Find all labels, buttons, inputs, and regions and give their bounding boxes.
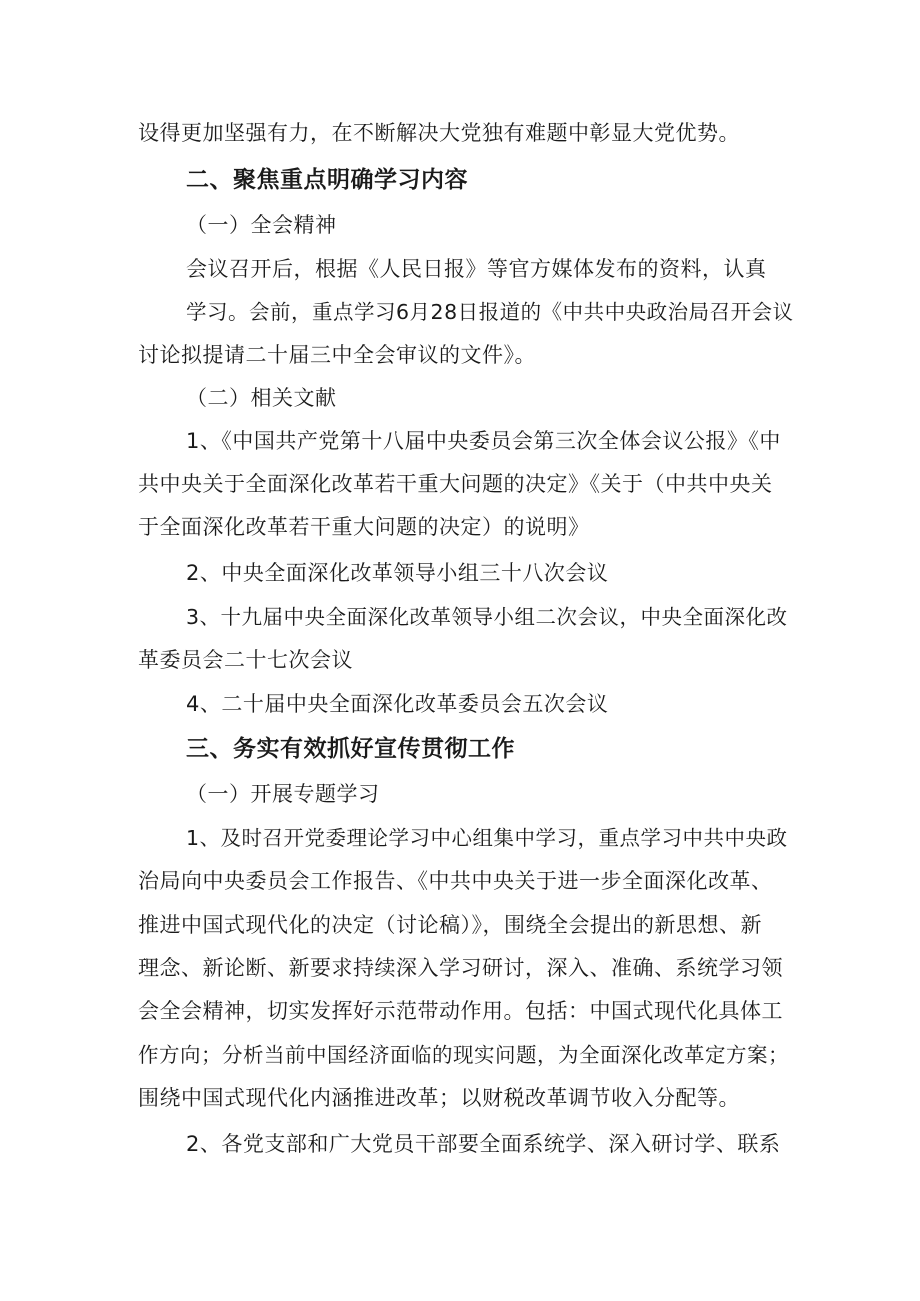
list-item-line: 4、二十届中央全面深化改革委员会五次会议 bbox=[186, 692, 609, 716]
subsection-heading: （二）相关文献 bbox=[186, 386, 337, 410]
list-item-line: 1、《中国共产党第十八届中央委员会第三次全体会议公报》《中 bbox=[186, 429, 781, 453]
paragraph-line: 会全会精神，切实发挥好示范带动作用。包括：中国式现代化具体工 bbox=[138, 999, 783, 1023]
list-item-line: 2、中央全面深化改革领导小组三十八次会议 bbox=[186, 561, 609, 585]
paragraph-line: 治局向中央委员会工作报告、《中共中央关于进一步全面深化改革、 bbox=[138, 869, 773, 893]
list-item-line: 革委员会二十七次会议 bbox=[138, 648, 353, 672]
section-heading-2: 二、聚焦重点明确学习内容 bbox=[186, 167, 468, 193]
subsection-heading: （一）全会精神 bbox=[186, 213, 337, 237]
section-heading-3: 三、务实有效抓好宣传贯彻工作 bbox=[186, 736, 515, 762]
paragraph-line: 会议召开后，根据《人民日报》等官方媒体发布的资料，认真 bbox=[186, 257, 767, 281]
paragraph-line: 作方向；分析当前中国经济面临的现实问题，为全面深化改革定方案； bbox=[138, 1043, 789, 1067]
paragraph-line: 1、及时召开党委理论学习中心组集中学习，重点学习中共中央政 bbox=[186, 826, 788, 850]
paragraph-line: 学习。会前，重点学习6月28日报道的《中共中央政治局召开会议 bbox=[186, 300, 794, 324]
paragraph-line: 讨论拟提请二十届三中全会审议的文件》。 bbox=[138, 343, 536, 367]
list-item-line: 3、十九届中央全面深化改革领导小组二次会议，中央全面深化改 bbox=[186, 605, 788, 629]
paragraph-line: 理念、新论断、新要求持续深入学习研讨，深入、准确、系统学习领 bbox=[138, 956, 783, 980]
list-item-line: 于全面深化改革若干重大问题的决定）的说明》 bbox=[138, 515, 590, 539]
subsection-heading: （一）开展专题学习 bbox=[186, 782, 380, 806]
paragraph-line: 推进中国式现代化的决定（讨论稿）》，围绕全会提出的新思想、新 bbox=[138, 913, 762, 937]
list-item-line: 共中央关于全面深化改革若干重大问题的决定》《关于（中共中央关 bbox=[138, 472, 773, 496]
paragraph-line: 设得更加坚强有力，在不断解决大党独有难题中彰显大党优势。 bbox=[138, 121, 740, 145]
paragraph-line: 围绕中国式现代化内涵推进改革；以财税改革调节收入分配等。 bbox=[138, 1086, 740, 1110]
paragraph-line: 2、各党支部和广大党员干部要全面系统学、深入研讨学、联系 bbox=[186, 1132, 781, 1156]
